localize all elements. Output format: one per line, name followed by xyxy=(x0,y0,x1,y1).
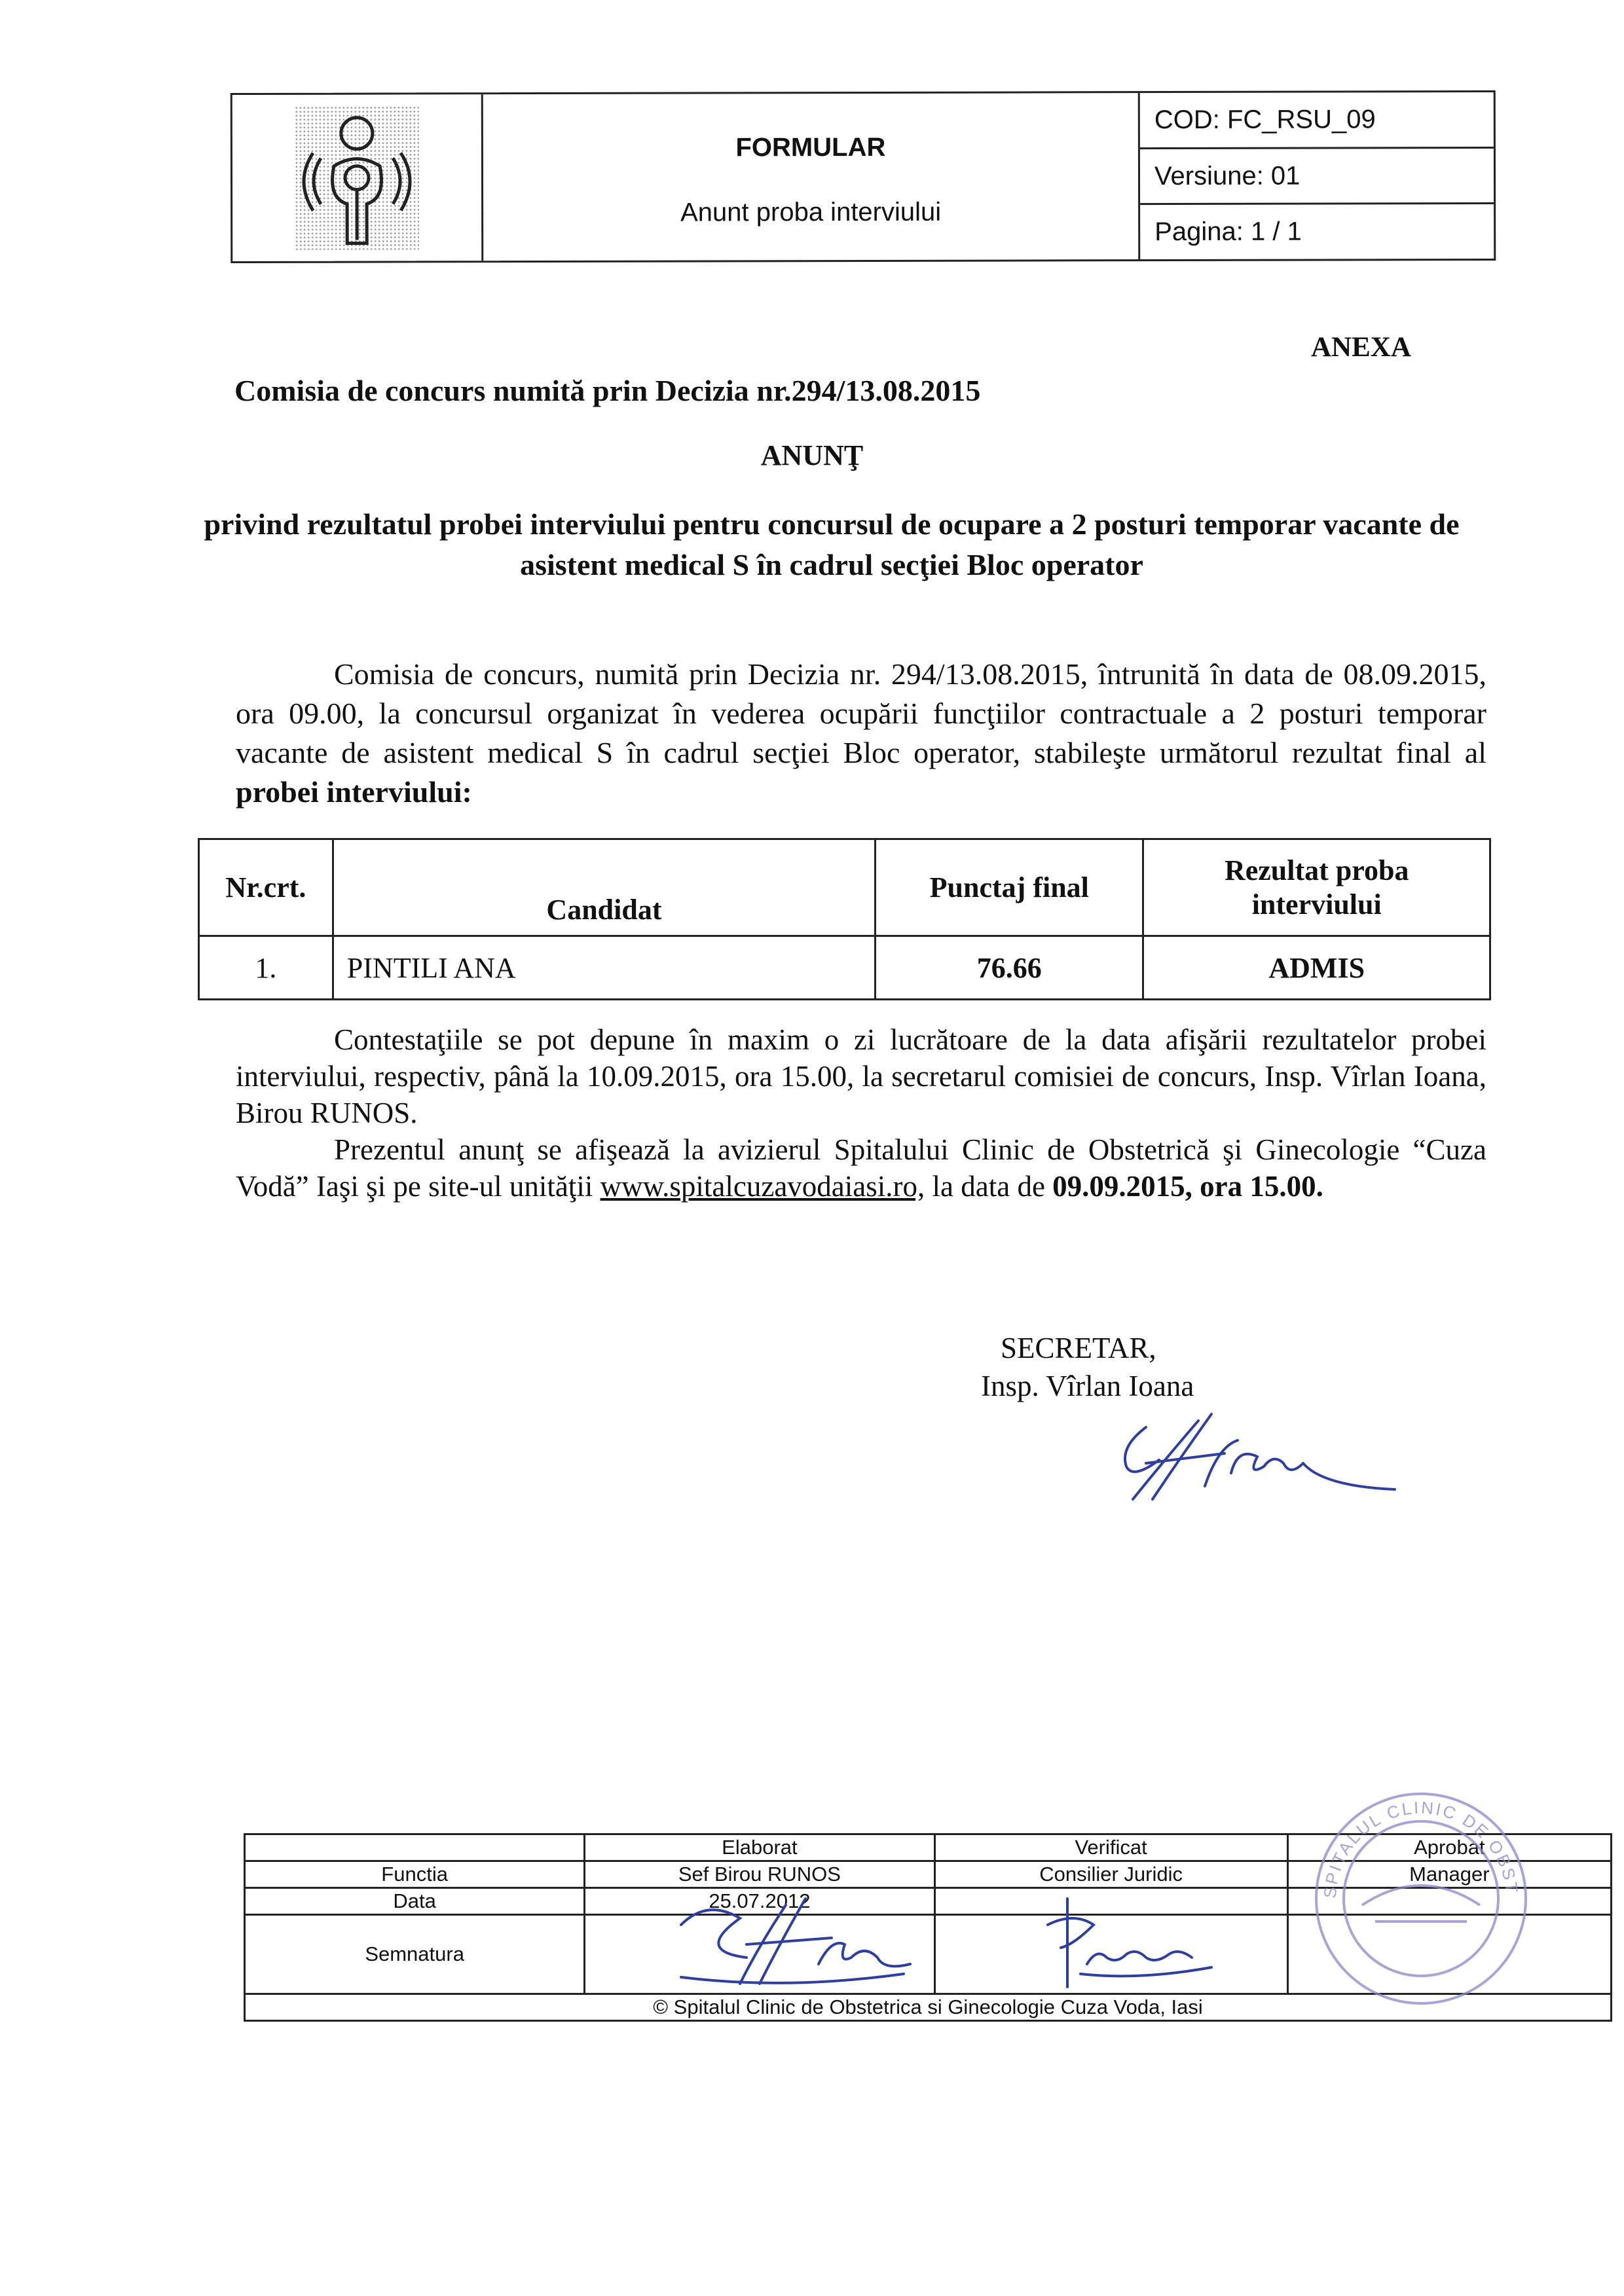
paragraph3-emphasis: 09.09.2015, ora 15.00. xyxy=(1052,1170,1323,1203)
form-header xyxy=(231,90,1496,263)
data-label: Data xyxy=(245,1888,585,1915)
secretary-signature-icon xyxy=(1107,1401,1408,1532)
form-subtitle: Anunt proba interviului xyxy=(680,197,942,227)
functia-elaborat: Sef Birou RUNOS xyxy=(585,1861,934,1888)
copyright: © Spitalul Clinic de Obstetrica si Ginecologie Cuza Voda, Iasi xyxy=(245,1994,1612,2021)
cell-score: 76.66 xyxy=(876,936,1143,1000)
hospital-stamp-icon xyxy=(1295,1765,1539,2016)
cell-nr: 1. xyxy=(199,936,333,1000)
secretary-block xyxy=(981,1329,1194,1405)
results-header-row xyxy=(199,839,1490,936)
paragraph-publication xyxy=(236,1131,1486,1205)
col-aprobat: Aprobat xyxy=(1287,1834,1611,1861)
secretary-name: Insp. Vîrlan Ioana xyxy=(981,1370,1194,1402)
paragraph1-text: Comisia de concurs, numită prin Decizia nr. 294/13.08.2015, întrunită în data de 08.09.2015, ora 09.00, la concursul organizat în vederea ocupării funcţiilor contractuale a 2 posturi temporar vacante de asistent medical S în cadrul secţiei Bloc operator, stabileşte următorul rezultat final al xyxy=(236,657,1486,769)
functia-aprobat: Manager xyxy=(1287,1861,1611,1888)
semnatura-label: Semnatura xyxy=(245,1915,585,1994)
form-version: Versiune: 01 xyxy=(1140,149,1494,206)
verificat-signature-icon xyxy=(1022,1886,1231,1990)
header-nr: Nr.crt. xyxy=(199,839,333,936)
contestation-paragraphs xyxy=(236,1021,1486,1205)
col-verificat: Verificat xyxy=(934,1834,1287,1861)
functia-label: Functia xyxy=(245,1861,585,1888)
approval-corner xyxy=(245,1834,585,1861)
header-score: Punctaj final xyxy=(876,839,1143,936)
paragraph3-text-middle: la data de xyxy=(925,1170,1053,1203)
form-title-cell xyxy=(483,93,1141,261)
col-elaborat: Elaborat xyxy=(585,1834,934,1861)
paragraph3-text-before: Prezentul anunţ se afişează la avizierul Spitalului Clinic de Obstetrică şi Ginecologie “Cuza Vodă” Iaşi şi pe site-ul unităţii xyxy=(236,1133,1486,1203)
secretary-title: SECRETAR, xyxy=(1001,1332,1156,1364)
results-table xyxy=(198,838,1491,1000)
elaborat-signature-icon xyxy=(668,1892,917,1990)
data-elaborat: 25.07.2012 xyxy=(585,1888,934,1915)
svg-text:SPITALUL CLINIC DE OBSTETRICA xyxy=(1295,1765,1522,1899)
paragraph-commission-result xyxy=(236,655,1486,812)
commission-line: Comisia de concurs numită prin Decizia nr.294/13.08.2015 xyxy=(234,374,981,407)
functia-verificat: Consilier Juridic xyxy=(934,1861,1287,1888)
form-label: FORMULAR xyxy=(735,132,886,162)
hospital-logo-icon xyxy=(295,105,419,249)
paragraph-contestation: Contestaţiile se pot depune în maxim o zi lucrătoare de la data afişării rezultatelor probei interviului, respectiv, până la 10.09.2015, ora 15.00, la secretarul comisiei de concurs, Insp. Vîrlan Ioana, Birou RUNOS. xyxy=(236,1023,1486,1129)
paragraph1-emphasis: probei interviului: xyxy=(236,775,472,809)
notice-title: ANUNŢ xyxy=(760,439,864,471)
form-code: COD: FC_RSU_09 xyxy=(1140,92,1494,149)
anexa-label: ANEXA xyxy=(1311,332,1411,363)
notice-subtitle: privind rezultatul probei interviului pentru concursul de ocupare a 2 posturi temporar vacante de asistent medical S în cadrul secţiei Bloc operator xyxy=(204,507,1460,581)
header-result: Rezultat proba interviului xyxy=(1143,839,1490,936)
table-row xyxy=(199,936,1490,1000)
cell-candidate: PINTILI ANA xyxy=(333,936,875,1000)
header-candidate: Candidat xyxy=(333,839,875,936)
logo-cell xyxy=(232,94,484,261)
form-page: Pagina: 1 / 1 xyxy=(1154,217,1302,247)
form-code-cell xyxy=(1140,92,1494,259)
stamp-text: SPITALUL CLINIC DE OBSTETRICA SI GINECOLOGIE xyxy=(1295,1765,1522,1899)
website-link[interactable]: www.spitalcuzavodaiasi.ro, xyxy=(600,1170,925,1203)
cell-result: ADMIS xyxy=(1143,936,1490,1000)
